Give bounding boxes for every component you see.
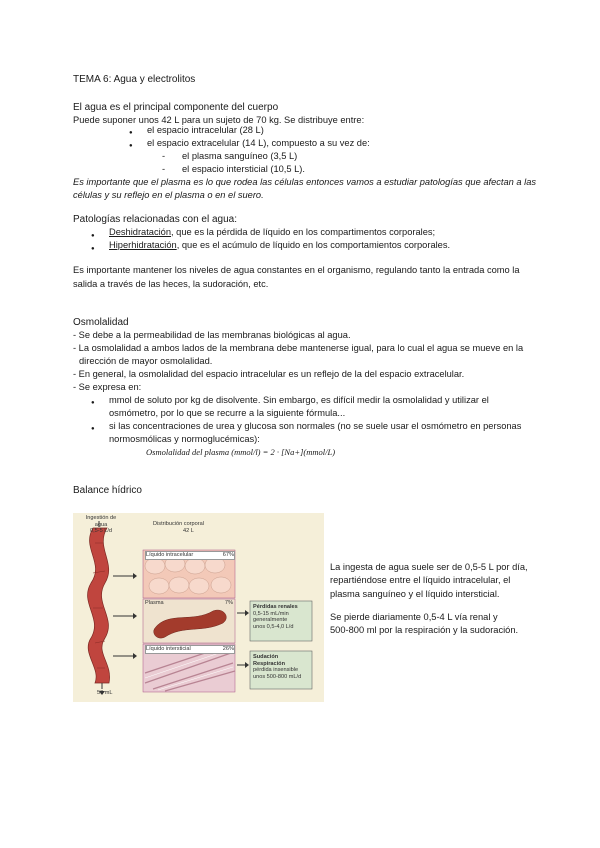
label-plasma	[145, 600, 233, 607]
note-italic-1: Es importante que el plasma es lo que rodea las células entonces vamos a estudiar patologías que afectan a las	[73, 177, 537, 187]
paragraph-balance-1: Es importante mantener los niveles de agua constantes en el organismo, regulando tanto la entrada como la	[73, 265, 520, 275]
feces-label: 50 mL	[97, 690, 113, 696]
sub-intersticial: el espacio intersticial (10,5 L).	[182, 164, 305, 174]
intake-line: 0,5-5 L/d	[89, 528, 113, 535]
distribution-title	[153, 521, 204, 534]
label-intracelular	[145, 551, 235, 560]
intake-label	[79, 515, 123, 535]
balance-p1-line: La ingesta de agua suele ser de 0,5-5 L por día,	[330, 562, 528, 572]
section-heading-osmolality: Osmolalidad	[73, 317, 129, 328]
renal-line: generalmente	[253, 617, 288, 624]
renal-loss-box	[253, 604, 298, 630]
distribution-title-line: Distribución corporal	[153, 521, 204, 527]
intestine-shape	[88, 528, 110, 683]
renal-title: Pérdidas renales	[253, 604, 298, 610]
osmo-line-2: - La osmolalidad a ambos lados de la membrana debe mantenerse igual, para lo cual el agua se mueve en la	[73, 343, 524, 353]
osmo-b1a: mmol de soluto por kg de disolvente. Sin embargo, es difícil medir la osmolalidad y utilizar el	[109, 395, 489, 405]
osmo-line-4: - En general, la osmolalidad del espacio intracelular es un reflejo de la del espacio extracelular.	[73, 369, 465, 379]
balance-p1-line: plasma sanguíneo y el líquido intersticial.	[330, 588, 500, 599]
distribution-title-line: 42 L	[183, 527, 194, 534]
item-dehydration	[109, 226, 435, 239]
note-italic-2: células y su reflejo en el plasma o en el suero.	[73, 190, 264, 200]
intersticial-pct: 26%	[222, 646, 234, 652]
bullet-intracelular-text: el espacio intracelular (28 L)	[147, 125, 264, 135]
sub-plasma: el plasma sanguíneo (3,5 L)	[182, 151, 298, 161]
section-heading-water: El agua es el principal componente del cuerpo	[73, 102, 279, 113]
renal-line: unos 0,5-4,0 L/d	[253, 623, 294, 630]
label-intersticial	[145, 645, 235, 654]
intake-line: agua	[94, 521, 108, 528]
term-hyperhydration: Hiperhidratación	[109, 240, 177, 250]
intersticial-label: Líquido intersticial	[146, 646, 191, 652]
sub-marker: -	[162, 164, 166, 174]
plasma-pct: 7%	[224, 600, 233, 606]
item-hyperhydration	[109, 239, 450, 252]
osmo-b1b: osmómetro, por lo que se recurre a la siguiente fórmula...	[109, 408, 346, 418]
term-dehydration: Deshidratación	[109, 227, 172, 237]
osmo-b2b: normosmólicas y normoglucémicas):	[109, 434, 260, 444]
intro-line: Puede suponer unos 42 L para un sujeto de 70 kg. Se distribuye entre:	[73, 115, 365, 125]
sweat-title: Respiración	[253, 660, 286, 667]
osmolality-formula: Osmolalidad del plasma (mmol/l) = 2 · [Na+](mmol/L)	[146, 447, 336, 457]
sub-marker: -	[162, 151, 166, 161]
osmo-b2a: si las concentraciones de urea y glucosa son normales (no se suele usar el osmómetro en personas	[109, 421, 522, 431]
intracelular-label: Líquido intracelular	[146, 552, 194, 558]
balance-p2-line: 500-800 ml por la respiración y la sudoración.	[330, 625, 519, 636]
sweat-title: Sudación	[253, 654, 279, 660]
sweat-line: unos 500-800 mL/d	[253, 673, 302, 680]
osmo-line-1: - Se debe a la permeabilidad de las membranas biológicas al agua.	[73, 330, 351, 340]
desc-hyperhydration: , que es el acúmulo de líquido en los comportamientos corporales.	[176, 240, 451, 250]
sweat-loss-box	[253, 654, 301, 680]
balance-paragraph-1	[330, 561, 528, 601]
plasma-label: Plasma	[145, 600, 164, 606]
intracelular-pct: 67%	[222, 552, 234, 558]
osmo-line-5: - Se expresa en:	[73, 382, 142, 392]
balance-p2-line: Se pierde diariamente 0,5-4 L vía renal y	[330, 612, 498, 622]
section-heading-balance: Balance hídrico	[73, 485, 142, 496]
bullet-extracelular-text: el espacio extracelular (14 L), compuesto a su vez de:	[147, 138, 370, 148]
intake-line: Ingestión de	[85, 515, 117, 521]
sweat-line: pérdida insensible	[253, 667, 299, 674]
page-title: TEMA 6: Agua y electrolitos	[73, 74, 196, 85]
desc-dehydration: , que es la pérdida de líquido en los compartimentos corporales;	[171, 227, 436, 237]
osmo-line-3: dirección de mayor osmolalidad.	[79, 356, 213, 366]
balance-paragraph-2	[330, 611, 518, 638]
renal-line: 0,5-15 mL/min	[253, 610, 289, 617]
water-balance-figure	[73, 513, 324, 702]
paragraph-balance-2: salida a través de las heces, la sudoración, etc.	[73, 279, 269, 289]
balance-p1-line: repartiéndose entre el líquido intracelular, el	[330, 575, 511, 586]
section-heading-pathologies: Patologías relacionadas con el agua:	[73, 214, 238, 225]
